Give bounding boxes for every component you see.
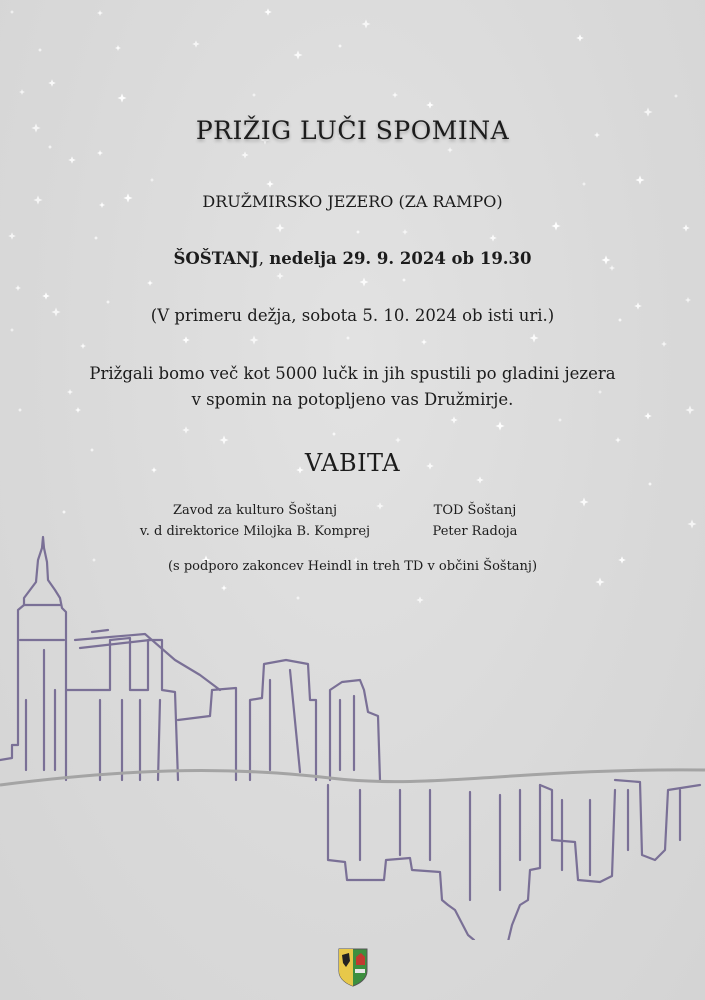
star-sparkle-icon (252, 93, 256, 97)
star-sparkle-icon (192, 40, 200, 48)
star-sparkle-icon (48, 145, 52, 149)
event-description (0, 361, 705, 413)
star-sparkle-icon (94, 236, 98, 240)
municipal-crest-icon (337, 947, 369, 987)
star-sparkle-icon (361, 19, 370, 28)
star-sparkle-icon (276, 272, 284, 280)
event-description-line-1: Prižgali bomo več kot 5000 lučk in jih spustili po gladini jezera (89, 364, 616, 383)
star-sparkle-icon (402, 278, 406, 282)
event-location: DRUŽMIRSKO JEZERO (ZA RAMPO) (202, 192, 503, 211)
star-sparkle-icon (38, 48, 42, 52)
star-sparkle-icon (392, 92, 398, 98)
star-sparkle-icon (117, 93, 126, 102)
poster-title: PRIŽIG LUČI SPOMINA (195, 116, 510, 145)
star-sparkle-icon (264, 8, 272, 16)
star-sparkle-icon (495, 421, 504, 430)
star-sparkle-icon (489, 234, 497, 242)
star-sparkle-icon (421, 339, 427, 345)
star-sparkle-icon (182, 336, 190, 344)
star-sparkle-icon (558, 418, 562, 422)
star-sparkle-icon (635, 175, 644, 184)
star-sparkle-icon (10, 10, 14, 14)
star-sparkle-icon (685, 297, 691, 303)
star-sparkle-icon (615, 437, 621, 443)
star-sparkle-icon (450, 416, 458, 424)
star-sparkle-icon (62, 510, 66, 514)
star-sparkle-icon (182, 426, 190, 434)
star-sparkle-icon (249, 335, 258, 344)
star-sparkle-icon (48, 79, 56, 87)
star-sparkle-icon (8, 232, 16, 240)
star-sparkle-icon (42, 292, 50, 300)
star-sparkle-icon (115, 45, 121, 51)
organizer-left-person: v. d direktorice Milojka B. Komprej (139, 524, 371, 539)
star-sparkle-icon (476, 476, 484, 484)
star-sparkle-icon (674, 94, 678, 98)
star-sparkle-icon (275, 223, 284, 232)
star-sparkle-icon (10, 328, 14, 332)
star-sparkle-icon (648, 482, 652, 486)
star-sparkle-icon (682, 224, 690, 232)
event-town: ŠOŠTANJ (173, 249, 259, 268)
organizer-right-person: Peter Radoja (432, 524, 518, 539)
star-sparkle-icon (661, 341, 667, 347)
star-sparkle-icon (426, 101, 434, 109)
support-note: (s podporo zakoncev Heindl in treh TD v občini Šoštanj) (167, 559, 538, 574)
star-sparkle-icon (395, 437, 401, 443)
star-sparkle-icon (338, 44, 342, 48)
star-sparkle-icon (19, 89, 25, 95)
organizer-right-name: TOD Šoštanj (433, 503, 517, 518)
star-sparkle-icon (147, 280, 153, 286)
star-sparkle-icon (106, 300, 110, 304)
star-sparkle-icon (346, 336, 350, 340)
organizer-left-name: Zavod za kulturo Šoštanj (172, 503, 338, 518)
star-sparkle-icon (402, 229, 408, 235)
star-sparkle-icon (644, 412, 652, 420)
star-sparkle-icon (15, 285, 21, 291)
star-sparkle-icon (150, 178, 154, 182)
star-sparkle-icon (576, 34, 584, 42)
star-sparkle-icon (551, 221, 560, 230)
star-sparkle-icon (579, 497, 588, 506)
star-sparkle-icon (447, 147, 453, 153)
star-sparkle-icon (241, 151, 249, 159)
event-datetime: nedelja 29. 9. 2024 ob 19.30 (269, 249, 532, 268)
star-sparkle-icon (97, 150, 103, 156)
star-sparkle-icon (219, 435, 228, 444)
star-sparkle-icon (332, 432, 336, 436)
star-sparkle-icon (266, 180, 274, 188)
skyline-illustration (0, 520, 705, 940)
star-sparkle-icon (529, 333, 538, 342)
star-sparkle-icon (97, 10, 103, 16)
rain-date-note: (V primeru dežja, sobota 5. 10. 2024 ob isti uri.) (150, 306, 555, 325)
star-sparkle-icon (80, 343, 86, 349)
star-sparkle-icon (68, 156, 76, 164)
event-date: ŠOŠTANJ, nedelja 29. 9. 2024 ob 19.30 (173, 249, 532, 268)
star-sparkle-icon (359, 277, 368, 286)
star-sparkle-icon (356, 230, 360, 234)
star-sparkle-icon (293, 50, 302, 59)
invite-heading: VABITA (304, 449, 401, 477)
star-sparkle-icon (582, 182, 586, 186)
event-description-line-2: v spomin na potopljeno vas Družmirje. (191, 390, 514, 409)
